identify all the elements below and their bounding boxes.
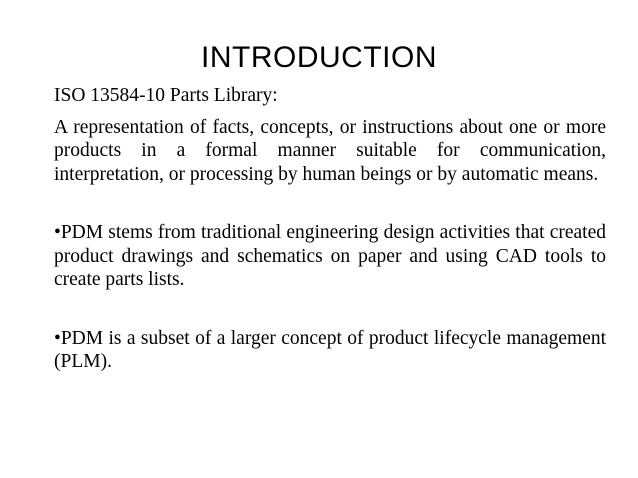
slide-title: INTRODUCTION bbox=[201, 41, 437, 74]
bullet-pdm-plm: •PDM is a subset of a larger concept of product lifecycle management (PLM). bbox=[54, 327, 606, 372]
parts-library-heading: ISO 13584-10 Parts Library: bbox=[54, 85, 278, 106]
slide-body bbox=[54, 84, 606, 374]
bullet-pdm-origins: •PDM stems from traditional engineering design activities that created product drawings and schematics on paper and using CAD tools to create parts lists. bbox=[54, 222, 606, 290]
definition-paragraph: A representation of facts, concepts, or instructions about one or more products in a formal manner suitable for communication, interpretation, or processing by human beings or by automatic means. bbox=[54, 116, 606, 185]
